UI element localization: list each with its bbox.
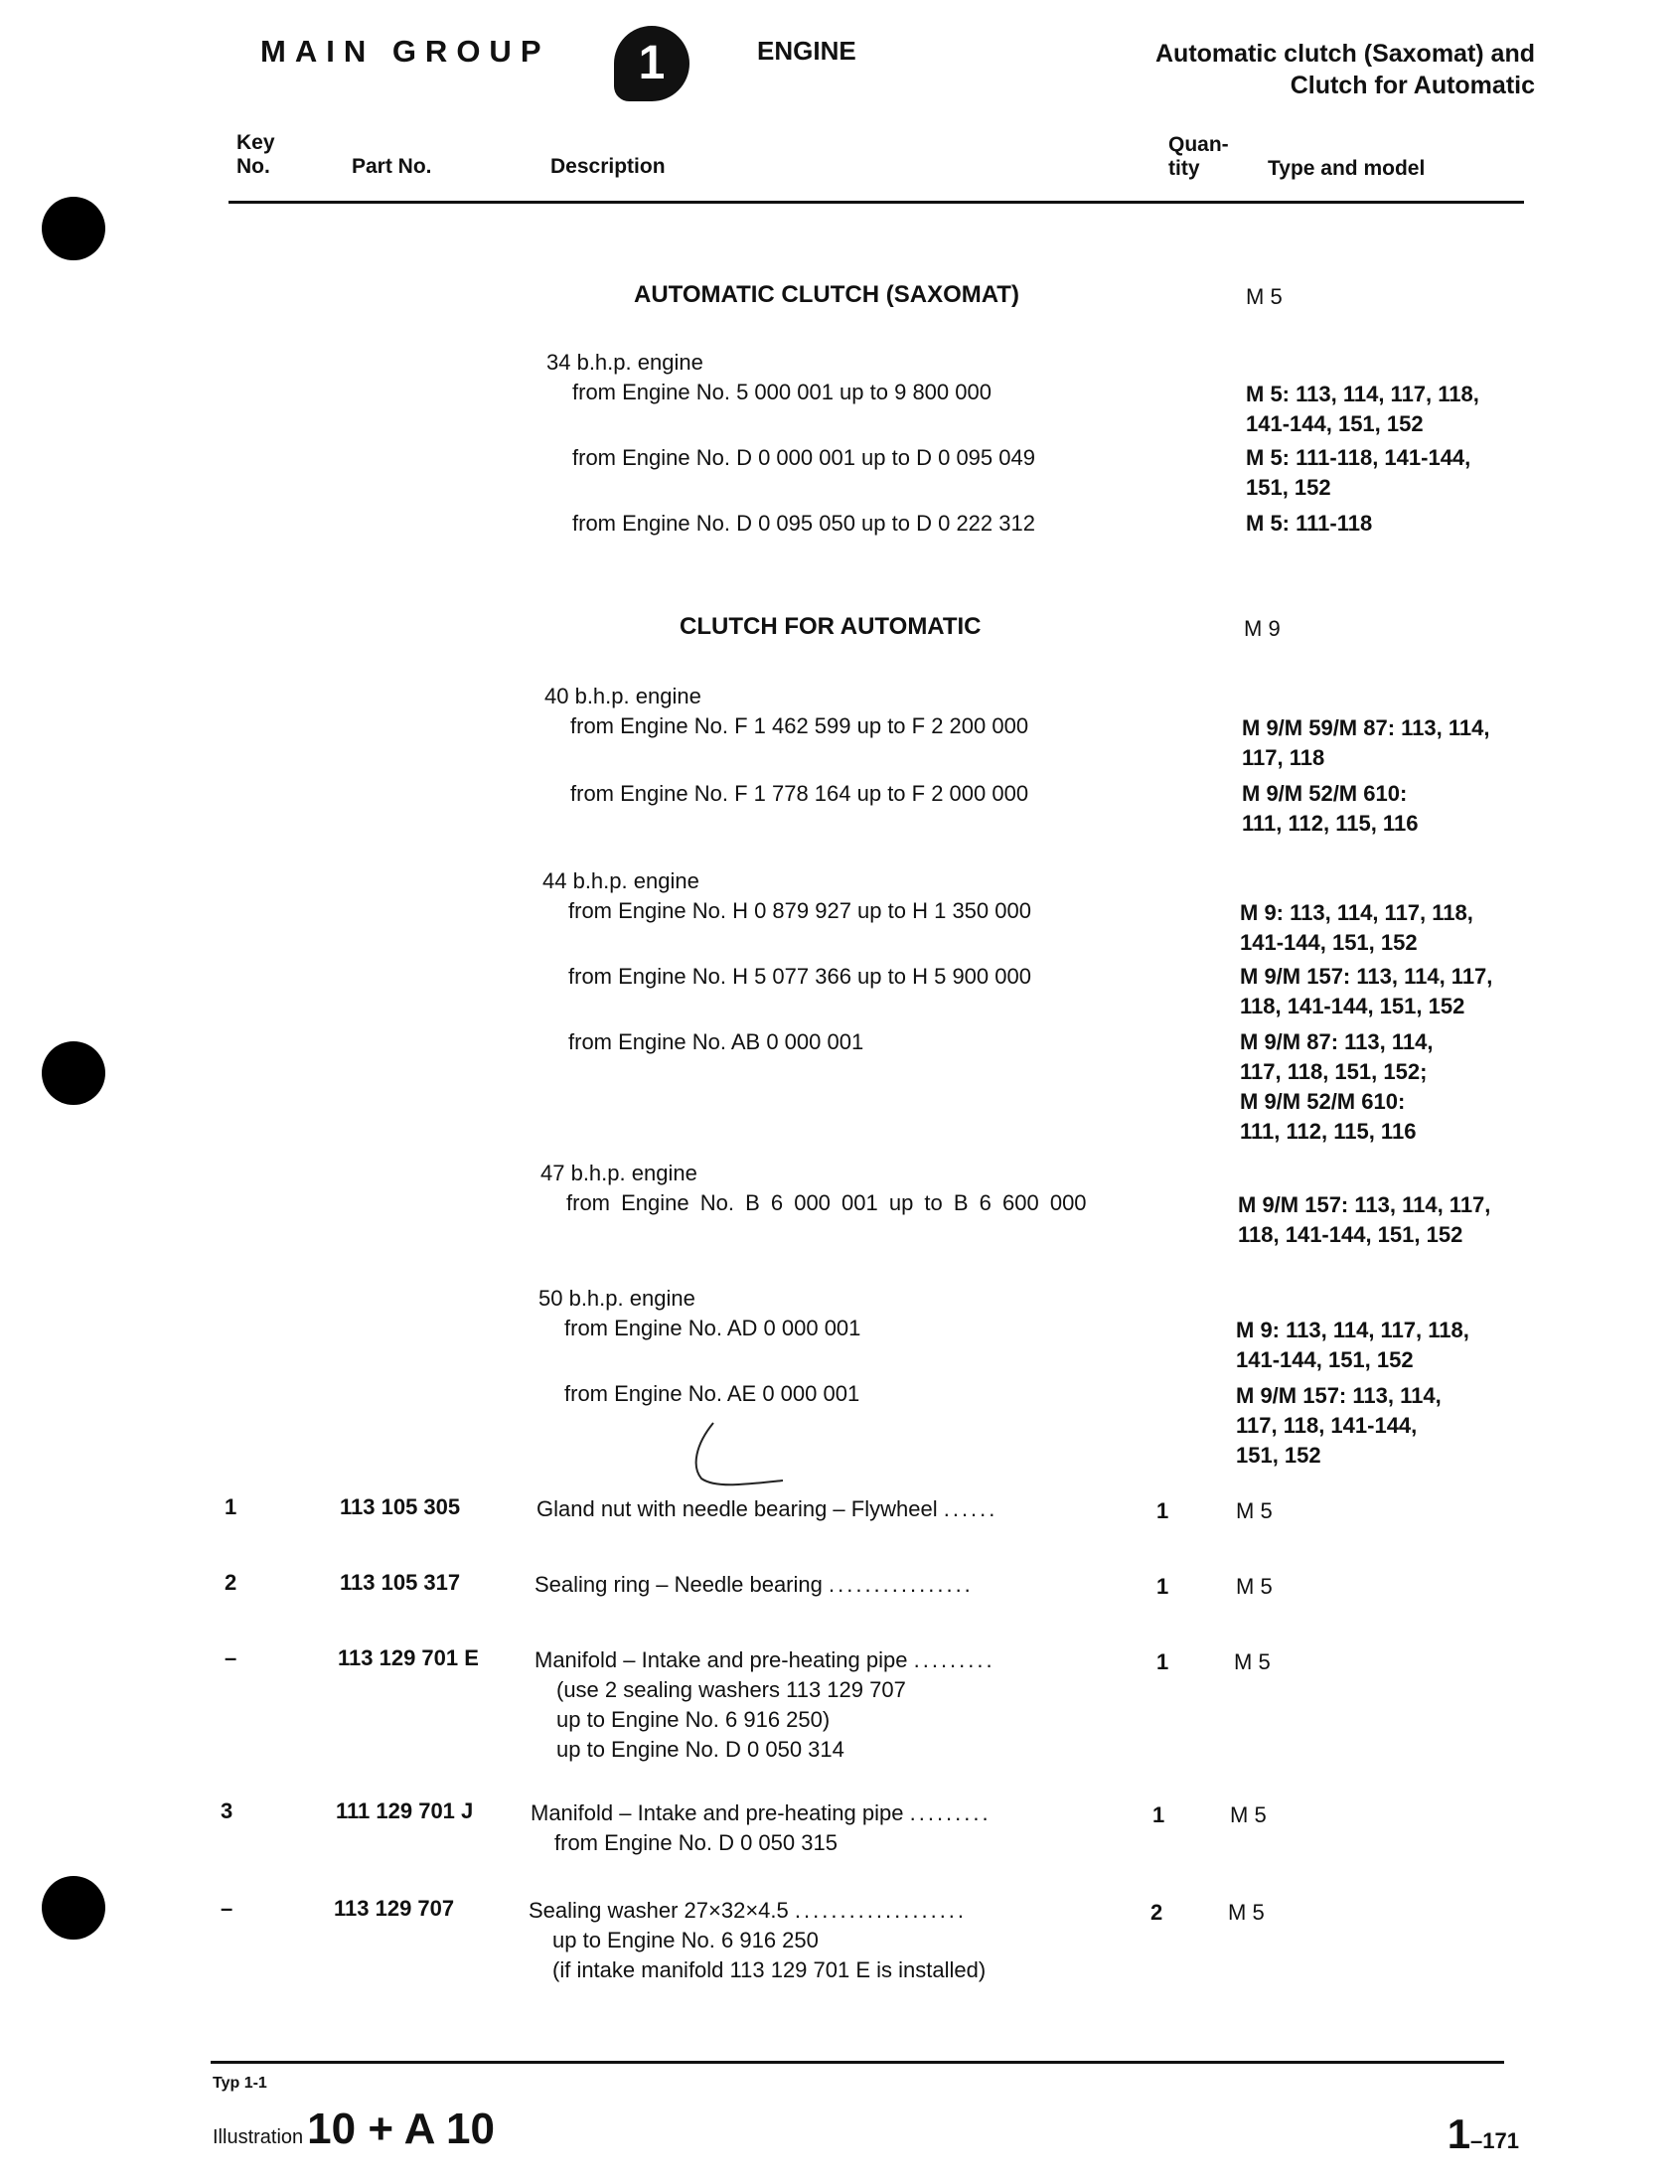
part-quantity: 1 — [1152, 1802, 1165, 1827]
engine-label-44: 44 b.h.p. engine — [542, 868, 699, 893]
punch-hole-middle — [42, 1041, 105, 1105]
range-model: M 5: 113, 114, 117, 118, 141-144, 151, 152 — [1246, 382, 1479, 436]
page-title-line1: Automatic clutch (Saxomat) and — [1155, 40, 1535, 68]
main-group-label: MAIN GROUP — [260, 34, 550, 69]
page-title-line2: Clutch for Automatic — [1290, 72, 1535, 99]
part-quantity: 2 — [1150, 1900, 1163, 1925]
part-number: 113 129 701 E — [338, 1645, 479, 1670]
range-model: M 9/M 157: 113, 114, 117, 118, 141-144, 151, 152 — [1240, 964, 1493, 1018]
range-model: M 9: 113, 114, 117, 118, 141-144, 151, 152 — [1240, 900, 1473, 955]
part-key: 1 — [225, 1494, 237, 1519]
part-key: – — [221, 1896, 233, 1921]
page-title — [1155, 38, 1535, 101]
range-model: M 9/M 87: 113, 114, 117, 118, 151, 152; M 9/M 52/M 610: 111, 112, 115, 116 — [1240, 1029, 1434, 1144]
group-name: ENGINE — [757, 36, 856, 66]
range-text: from Engine No. F 1 462 599 up to F 2 200 000 — [570, 713, 1029, 738]
part-description: Sealing washer 27×32×4.5 ................... — [529, 1898, 968, 1923]
col-part-no: Part No. — [352, 155, 432, 178]
part-description: Manifold – Intake and pre-heating pipe ......... — [535, 1647, 995, 1672]
range-model: M 9/M 59/M 87: 113, 114, 117, 118 — [1242, 715, 1490, 770]
engine-label-50: 50 b.h.p. engine — [538, 1286, 695, 1311]
range-text: from Engine No. H 5 077 366 up to H 5 900 000 — [568, 964, 1031, 989]
part-description: Manifold – Intake and pre-heating pipe ......... — [531, 1800, 992, 1825]
part-number: 113 129 707 — [334, 1896, 455, 1921]
part-description: Gland nut with needle bearing – Flywheel ...... — [536, 1496, 998, 1521]
part-model: M 5 — [1236, 1574, 1273, 1599]
range-model: M 9: 113, 114, 117, 118, 141-144, 151, 152 — [1236, 1318, 1469, 1372]
footer-illustration: Illustration10 + A 10 — [213, 2105, 495, 2153]
col-description: Description — [550, 155, 666, 178]
section-heading-automatic: CLUTCH FOR AUTOMATIC — [680, 613, 982, 640]
range-model: M 9/M 52/M 610: 111, 112, 115, 116 — [1242, 781, 1419, 836]
range-text: from Engine No. F 1 778 164 up to F 2 000 000 — [570, 781, 1029, 806]
range-text: from Engine No. AE 0 000 001 — [564, 1381, 860, 1406]
range-model: M 9/M 157: 113, 114, 117, 118, 141-144, 151, 152 — [1236, 1383, 1442, 1468]
handwritten-mark — [686, 1419, 795, 1498]
part-model: M 5 — [1236, 1498, 1273, 1523]
part-description: Sealing ring – Needle bearing ................ — [535, 1572, 974, 1597]
range-text: from Engine No. 5 000 001 up to 9 800 000 — [572, 380, 992, 404]
range-text: from Engine No. D 0 095 050 up to D 0 222 312 — [572, 511, 1035, 536]
punch-hole-bottom — [42, 1876, 105, 1940]
section-heading-saxomat: AUTOMATIC CLUTCH (SAXOMAT) — [634, 281, 1019, 308]
punch-hole-top — [42, 197, 105, 260]
part-note: (use 2 sealing washers 113 129 707 up to Engine No. 6 916 250) up to Engine No. D 0 050 314 — [556, 1677, 906, 1762]
range-model: M 5: 111-118, 141-144, 151, 152 — [1246, 445, 1471, 500]
part-quantity: 1 — [1156, 1574, 1169, 1599]
part-key: 3 — [221, 1798, 233, 1823]
footer-rule — [211, 2061, 1504, 2064]
part-note: up to Engine No. 6 916 250 (if intake manifold 113 129 701 E is installed) — [552, 1928, 987, 1982]
part-model: M 5 — [1230, 1802, 1267, 1827]
range-text: from Engine No. H 0 879 927 up to H 1 350 000 — [568, 898, 1031, 923]
engine-label-34: 34 b.h.p. engine — [546, 350, 703, 375]
engine-label-47: 47 b.h.p. engine — [540, 1161, 697, 1185]
part-number: 111 129 701 J — [336, 1798, 474, 1823]
part-note: from Engine No. D 0 050 315 — [554, 1830, 838, 1855]
col-key-no: Key No. — [236, 131, 275, 178]
part-model: M 5 — [1228, 1900, 1265, 1925]
range-text: from Engine No. B 6 000 001 up to B 6 600 000 — [566, 1190, 1087, 1215]
header-rule — [229, 201, 1524, 204]
illustration-number: 10 + A 10 — [307, 2105, 495, 2153]
part-number: 113 105 305 — [340, 1494, 461, 1519]
col-type-model: Type and model — [1268, 157, 1426, 180]
part-key: 2 — [225, 1570, 237, 1595]
engine-label-40: 40 b.h.p. engine — [544, 684, 701, 708]
range-text: from Engine No. D 0 000 001 up to D 0 095 049 — [572, 445, 1035, 470]
section-model-automatic: M 9 — [1244, 616, 1281, 641]
range-text: from Engine No. AD 0 000 001 — [564, 1316, 861, 1340]
group-number-badge: 1 — [614, 26, 689, 101]
range-text: from Engine No. AB 0 000 001 — [568, 1029, 864, 1054]
part-quantity: 1 — [1156, 1498, 1169, 1523]
part-key: – — [225, 1645, 237, 1670]
part-number: 113 105 317 — [340, 1570, 461, 1595]
footer-typ: Typ 1-1 — [213, 2075, 267, 2092]
section-model-saxomat: M 5 — [1246, 284, 1283, 309]
part-quantity: 1 — [1156, 1649, 1169, 1674]
page-number: 1–171 — [1447, 2110, 1519, 2157]
range-model: M 9/M 157: 113, 114, 117, 118, 141-144, 151, 152 — [1238, 1192, 1491, 1247]
col-quantity: Quan- tity — [1168, 133, 1229, 180]
range-model: M 5: 111-118 — [1246, 511, 1373, 536]
part-model: M 5 — [1234, 1649, 1271, 1674]
